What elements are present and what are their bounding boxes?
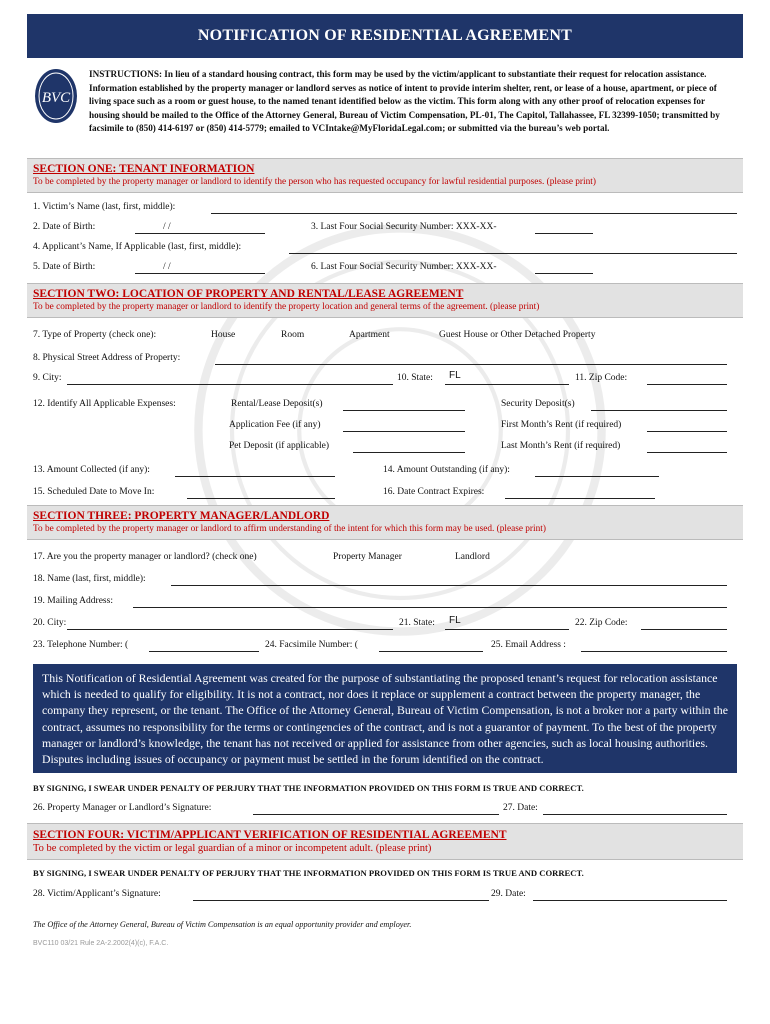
last-month-rent-label: Last Month’s Rent (if required) (501, 441, 621, 451)
manager-date-field[interactable] (543, 802, 727, 815)
amount-collected-field[interactable] (175, 464, 335, 477)
amount-outstanding-field[interactable] (535, 464, 659, 477)
victim-date-label: 29. Date: (491, 889, 526, 900)
property-type-guest-house[interactable]: Guest House or Other Detached Property (439, 330, 596, 340)
facsimile-label: 24. Facsimile Number: ( (265, 640, 358, 650)
manager-signature-field[interactable] (253, 802, 499, 815)
telephone-label: 23. Telephone Number: ( (33, 640, 129, 650)
email-label: 25. Email Address : (491, 640, 566, 650)
manager-city-field[interactable] (67, 617, 393, 630)
instructions-text: INSTRUCTIONS: In lieu of a standard housing contract, this form may be used by the victim/applicant to substantiate their request for relocation assistance. Information established by the property manager or landlord serves as notice of intent to provide interim shelter, rent, or lease of a house, apartment, or piece of living space such as a room or guest house, to the named tenant identified below as the victim. This form along with any other proof of relocation expenses for housing should be mailed to the Office of the Attorney General, Bureau of Victim Compensation, PL-01, The Capitol, Tallahassee, FL 32399-1050; transmitted by facsimile to (850) 414-6197 or (850) 414-5779; emailed to VCIntake@MyFloridaLegal.com; or submitted via the bureau’s web portal. (89, 69, 720, 134)
manager-date-label: 27. Date: (503, 803, 538, 814)
property-type-house[interactable]: House (211, 330, 236, 340)
victim-date-field[interactable] (533, 888, 727, 901)
form-code: BVC110 03/21 Rule 2A-2.2002(4)(c), F.A.C. (33, 940, 169, 948)
expenses-label: 12. Identify All Applicable Expenses: (33, 399, 176, 409)
section-two-title: SECTION TWO: LOCATION OF PROPERTY AND RENTAL/LEASE AGREEMENT (33, 288, 464, 300)
manager-state-field[interactable] (445, 617, 569, 630)
victim-ssn-label: 3. Last Four Social Security Number: XXX-XX- (311, 222, 497, 232)
victim-perjury-statement: BY SIGNING, I SWEAR UNDER PENALTY OF PERJURY THAT THE INFORMATION PROVIDED ON THIS FORM IS TRUE AND CORRECT. (33, 868, 584, 879)
contract-expires-field[interactable] (505, 486, 655, 499)
manager-signature-label: 26. Property Manager or Landlord’s Signature: (33, 803, 212, 814)
applicant-name-field[interactable] (289, 241, 737, 254)
equal-opportunity-note: The Office of the Attorney General, Bureau of Victim Compensation is an equal opportunity provider and employer. (33, 920, 412, 930)
perjury-statement: BY SIGNING, I SWEAR UNDER PENALTY OF PERJURY THAT THE INFORMATION PROVIDED ON THIS FORM IS TRUE AND CORRECT. (33, 783, 584, 794)
contract-expires-label: 16. Date Contract Expires: (383, 487, 485, 497)
property-type-apartment[interactable]: Apartment (349, 330, 390, 340)
rental-deposit-label: Rental/Lease Deposit(s) (231, 399, 323, 409)
street-address-field[interactable] (215, 352, 727, 365)
facsimile-field[interactable] (379, 639, 483, 652)
email-field[interactable] (581, 639, 727, 652)
section-four-title: SECTION FOUR: VICTIM/APPLICANT VERIFICATION OF RESIDENTIAL AGREEMENT (33, 829, 507, 842)
victim-signature-field[interactable] (193, 888, 489, 901)
city-field[interactable] (67, 372, 393, 385)
application-fee-field[interactable] (343, 419, 465, 432)
pet-deposit-field[interactable] (353, 440, 465, 453)
form-title: NOTIFICATION OF RESIDENTIAL AGREEMENT (27, 14, 743, 58)
bvc-logo-icon (33, 66, 79, 126)
victim-dob-separators: / / (163, 222, 171, 232)
manager-city-label: 20. City: (33, 618, 67, 628)
security-deposit-label: Security Deposit(s) (501, 399, 575, 409)
zip-label: 11. Zip Code: (575, 373, 628, 383)
section-two-header (27, 283, 743, 318)
section-four-header (27, 823, 743, 860)
state-value: FL (449, 370, 461, 381)
applicant-dob-label: 5. Date of Birth: (33, 262, 96, 272)
move-in-label: 15. Scheduled Date to Move In: (33, 487, 155, 497)
manager-zip-label: 22. Zip Code: (575, 618, 628, 628)
section-three-title: SECTION THREE: PROPERTY MANAGER/LANDLORD (33, 510, 330, 522)
manager-name-label: 18. Name (last, first, middle): (33, 574, 146, 584)
last-month-rent-field[interactable] (647, 440, 727, 453)
manager-state-value: FL (449, 615, 461, 626)
victim-ssn-field[interactable] (535, 221, 593, 234)
svg-text:BVC: BVC (41, 90, 71, 106)
mailing-address-label: 19. Mailing Address: (33, 596, 113, 606)
security-deposit-field[interactable] (591, 398, 727, 411)
section-four-subtitle: To be completed by the victim or legal guardian of a minor or incompetent adult. (please print) (33, 843, 432, 855)
option-landlord[interactable]: Landlord (455, 552, 490, 562)
victim-name-label: 1. Victim’s Name (last, first, middle): (33, 202, 176, 212)
victim-dob-field[interactable] (135, 221, 265, 234)
section-one-title: SECTION ONE: TENANT INFORMATION (33, 163, 255, 175)
victim-signature-label: 28. Victim/Applicant’s Signature: (33, 889, 161, 900)
applicant-ssn-field[interactable] (535, 261, 593, 274)
move-in-field[interactable] (187, 486, 335, 499)
mailing-address-field[interactable] (133, 595, 727, 608)
application-fee-label: Application Fee (if any) (229, 420, 321, 430)
manager-zip-field[interactable] (641, 617, 727, 630)
amount-outstanding-label: 14. Amount Outstanding (if any): (383, 465, 510, 475)
victim-dob-label: 2. Date of Birth: (33, 222, 96, 232)
city-label: 9. City: (33, 373, 62, 383)
section-one-subtitle: To be completed by the property manager or landlord to identify the person who has requested occupancy for lawful residential purposes. (please print) (33, 177, 596, 187)
zip-field[interactable] (647, 372, 727, 385)
first-month-rent-field[interactable] (647, 419, 727, 432)
section-two-subtitle: To be completed by the property manager or landlord to identify the property location and general terms of the agreement. (please print) (33, 302, 540, 312)
pet-deposit-label: Pet Deposit (if applicable) (229, 441, 329, 451)
property-type-label: 7. Type of Property (check one): (33, 330, 157, 340)
applicant-dob-field[interactable] (135, 261, 265, 274)
telephone-field[interactable] (149, 639, 259, 652)
disclaimer-notice: This Notification of Residential Agreement was created for the purpose of substantiating the proposed tenant’s request for relocation assistance which is needed to qualify for eligibility. It is not a contract, nor does it replace or supplement a contract between the property manager, the company they represent, or the tenant. The Office of the Attorney General, Bureau of Victim Compensation, is not a broker nor a party within the contract, assumes no responsibility for the terms or contingencies of the contract, and is not a guarantor of payment. To the best of the property manager or landlord’s knowledge, the tenant has not received or applied for assistance from other agencies, such as local housing authorities. Disputes including issues of occupancy or payment must be settled in the forum identified on the contract. (33, 664, 737, 773)
property-type-room[interactable]: Room (281, 330, 305, 340)
manager-or-landlord-label: 17. Are you the property manager or landlord? (check one) (33, 552, 257, 562)
first-month-rent-label: First Month’s Rent (if required) (501, 420, 622, 430)
manager-name-field[interactable] (171, 573, 727, 586)
section-three-header (27, 505, 743, 540)
applicant-dob-separators: / / (163, 262, 171, 272)
street-address-label: 8. Physical Street Address of Property: (33, 353, 181, 363)
option-property-manager[interactable]: Property Manager (333, 552, 402, 562)
rental-deposit-field[interactable] (343, 398, 465, 411)
amount-collected-label: 13. Amount Collected (if any): (33, 465, 150, 475)
manager-state-label: 21. State: (399, 618, 435, 628)
section-one-header (27, 158, 743, 193)
applicant-ssn-label: 6. Last Four Social Security Number: XXX-XX- (311, 262, 497, 272)
section-three-subtitle: To be completed by the property manager or landlord to affirm understanding of the intent for which this form may be used. (please print) (33, 524, 546, 534)
applicant-name-label: 4. Applicant’s Name, If Applicable (last, first, middle): (33, 242, 242, 252)
victim-name-field[interactable] (211, 201, 737, 214)
state-field[interactable] (445, 372, 569, 385)
state-label: 10. State: (397, 373, 433, 383)
